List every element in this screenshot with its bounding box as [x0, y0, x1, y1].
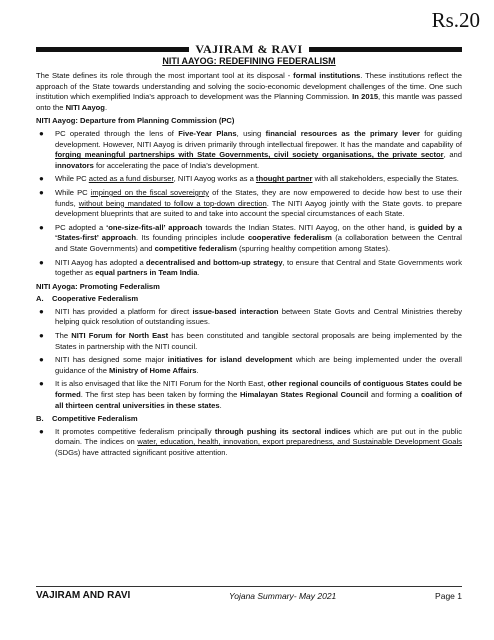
list-item: ● PC adopted a ‘one-size-fits-all’ approach towards the Indian States. NITI Aayog, on the other hand, is guided by a ‘States-first’ approach. Its founding principles include cooperative federalism (a collaboration between the Central and State Governments) and competitive federalism (spurring healthy competition among States).: [39, 222, 462, 253]
bullet-icon: ●: [39, 379, 44, 389]
right-rule: [309, 47, 462, 52]
footer-brand: VAJIRAM AND RAVI: [36, 590, 131, 601]
cooperative-list: [36, 307, 462, 411]
section-heading-departure: NITI Aayog: Departure from Planning Commission (PC): [36, 116, 235, 126]
competitive-list: [36, 427, 462, 459]
section-heading-promoting: NITI Ayoga: Promoting Federalism: [36, 281, 160, 291]
page-footer: [36, 586, 462, 601]
list-item: ● The NITI Forum for North East has been constituted and tangible sectoral proposals are being implemented by the States in partnership with the NITI council.: [39, 331, 463, 351]
list-item: ● NITI Aayog has adopted a decentralised and bottom-up strategy, to ensure that Central and State Governments work together as equal partners in Team India.: [39, 257, 462, 278]
bullet-icon: ●: [39, 128, 44, 138]
bullet-icon: ●: [39, 257, 44, 267]
footer-rule: [36, 586, 462, 587]
brand-banner: [36, 43, 462, 55]
left-rule: [36, 47, 189, 52]
footer-publication: Yojana Summary- May 2021: [229, 590, 337, 601]
subheading-cooperative: A. Cooperative Federalism: [36, 294, 139, 304]
bullet-icon: ●: [39, 187, 44, 197]
list-item: ● NITI has designed some major initiatives for island development which are being implemented under the overall guidance of the Ministry of Home Affairs.: [39, 355, 462, 375]
page-number: Page 1: [435, 590, 462, 601]
intro-paragraph: The State defines its role through the most important tool at its disposal - formal institutions. These institutions reflect the approach of the State towards understanding and solving the socio-economic development challenges of the time. One such institution which exemplified India’s approach to development was the Planning Commission. In 2015, this mantle was passed onto the NITI Aayog.: [36, 71, 463, 112]
list-item: ● While PC acted as a fund disburser, NITI Aayog works as a thought partner with all stakeholders, especially the States.: [39, 174, 459, 184]
list-item: ● PC operated through the lens of Five-Year Plans, using financial resources as the primary lever for guiding development. However, NITI Aayog is driven primarily through intellectual firepower. It has the mandate and capability of forging meaningful partnerships with State Governments, civil society organisations, the private sector, and innovators for accelerating the pace of India’s development.: [39, 128, 462, 170]
departure-list: [36, 129, 462, 279]
list-item: ● NITI has provided a platform for direct issue-based interaction between State Govts and Central Ministries thereby helping quick resolution of outstanding issues.: [39, 306, 463, 327]
list-item: ● It promotes competitive federalism principally through pushing its sectoral indices which are put out in the public domain. The indices on water, education, health, innovation, export preparedness, and Sustainable Development Goals (SDGs) have attracted significant positive attention.: [39, 426, 462, 457]
document-body: [36, 71, 462, 462]
page-header: [36, 43, 462, 66]
bullet-icon: ●: [39, 426, 44, 436]
bullet-icon: ●: [39, 306, 44, 316]
list-item: ● While PC impinged on the fiscal sovereignty of the States, they are now empowered to decide how best to use their funds, without being mandated to follow a top-down direction. The NITI Aayog jointly with the State govts. to prepare development blueprints that are suited to and take into account the special circumstances of each State.: [39, 187, 462, 219]
price-label: Rs.20: [431, 8, 480, 32]
bullet-icon: ●: [39, 174, 44, 184]
bullet-icon: ●: [39, 222, 44, 232]
subheading-competitive: B. Competitive Federalism: [36, 414, 138, 424]
bullet-icon: ●: [39, 331, 44, 341]
bullet-icon: ●: [39, 355, 44, 365]
document-title: NITI AAYOG: REDEFINING FEDERALISM: [162, 56, 336, 66]
brand-name: VAJIRAM & RAVI: [195, 41, 303, 56]
list-item: ● It is also envisaged that like the NITI Forum for the North East, other regional councils of contiguous States could be formed. The first step has been taken by forming the Himalayan States Regional Council and forming a coalition of all thirteen central universities in these states.: [39, 379, 462, 410]
